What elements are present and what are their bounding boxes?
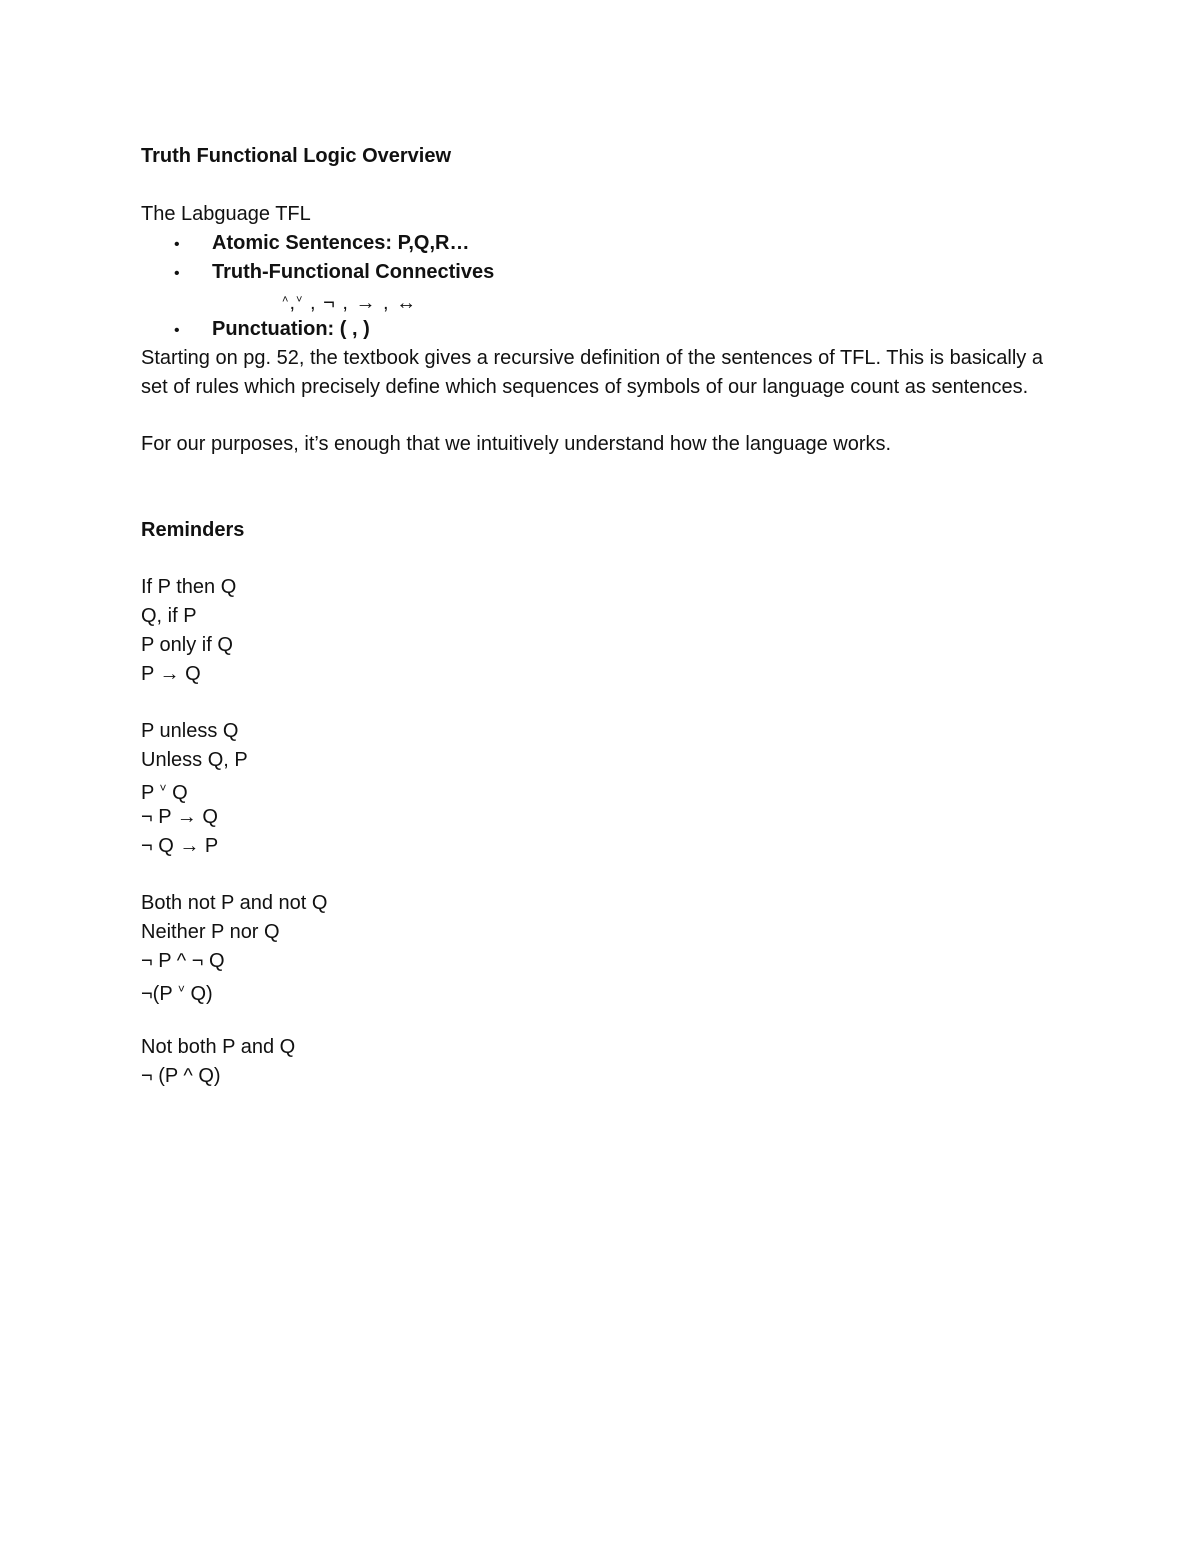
reminder-line-p-or-q [141,776,188,805]
bullet-label: Atomic Sentences: P,Q,R… [212,232,470,254]
reminder-line: ¬ P → Q [141,806,218,828]
reminder-line: ¬ Q → P [141,835,219,857]
bullet-item-atomic [174,231,469,257]
or-symbol: ˅ [159,781,167,795]
reminder-line: Neither P nor Q [141,921,280,943]
bullet-icon: • [174,236,180,253]
reminder-line-neg-or [141,977,213,1006]
and-symbol: ˄ [282,294,290,306]
or-symbol: ˅ [177,982,185,996]
paragraph-recursive-definition: Starting on pg. 52, the textbook gives a recursive definition of the sentences of TFL. This is basically a set of rules which precisely define which sequences of symbols of our language count as sentences. [141,347,1043,398]
bullet-label: Truth-Functional Connectives [212,261,495,283]
bullet-label: Punctuation: ( , ) [212,318,370,340]
bullet-item-punctuation [174,317,370,343]
bullet-icon: • [174,322,180,339]
reminder-line: ¬ (P ^ Q) [141,1065,221,1087]
document-title: Truth Functional Logic Overview [141,145,452,167]
reminders-heading: Reminders [141,519,245,541]
other-connectives: , ¬ , → , ↔ [310,292,418,314]
formula-left: P [141,782,154,804]
reminder-line: P only if Q [141,634,233,656]
bullet-icon: • [174,265,180,282]
reminder-line: P → Q [141,663,201,685]
formula-right: Q) [190,983,213,1005]
connectives-symbols: ˄,˅ , ¬ , → , ↔ [282,292,418,314]
reminder-line: P unless Q [141,720,239,742]
reminder-line: Not both P and Q [141,1036,296,1058]
reminder-line: ¬ P ^ ¬ Q [141,950,225,972]
reminder-line: Unless Q, P [141,749,248,771]
reminder-line: If P then Q [141,576,237,598]
formula-left: ¬(P [141,983,173,1005]
language-heading: The Labguage TFL [141,203,311,225]
bullet-item-connectives [174,260,494,286]
formula-right: Q [172,782,188,804]
or-symbol: ˅ [296,294,304,306]
reminder-line: Both not P and not Q [141,892,328,914]
paragraph-intuition: For our purposes, it’s enough that we intuitively understand how the language works. [141,433,892,455]
reminder-line: Q, if P [141,605,197,627]
